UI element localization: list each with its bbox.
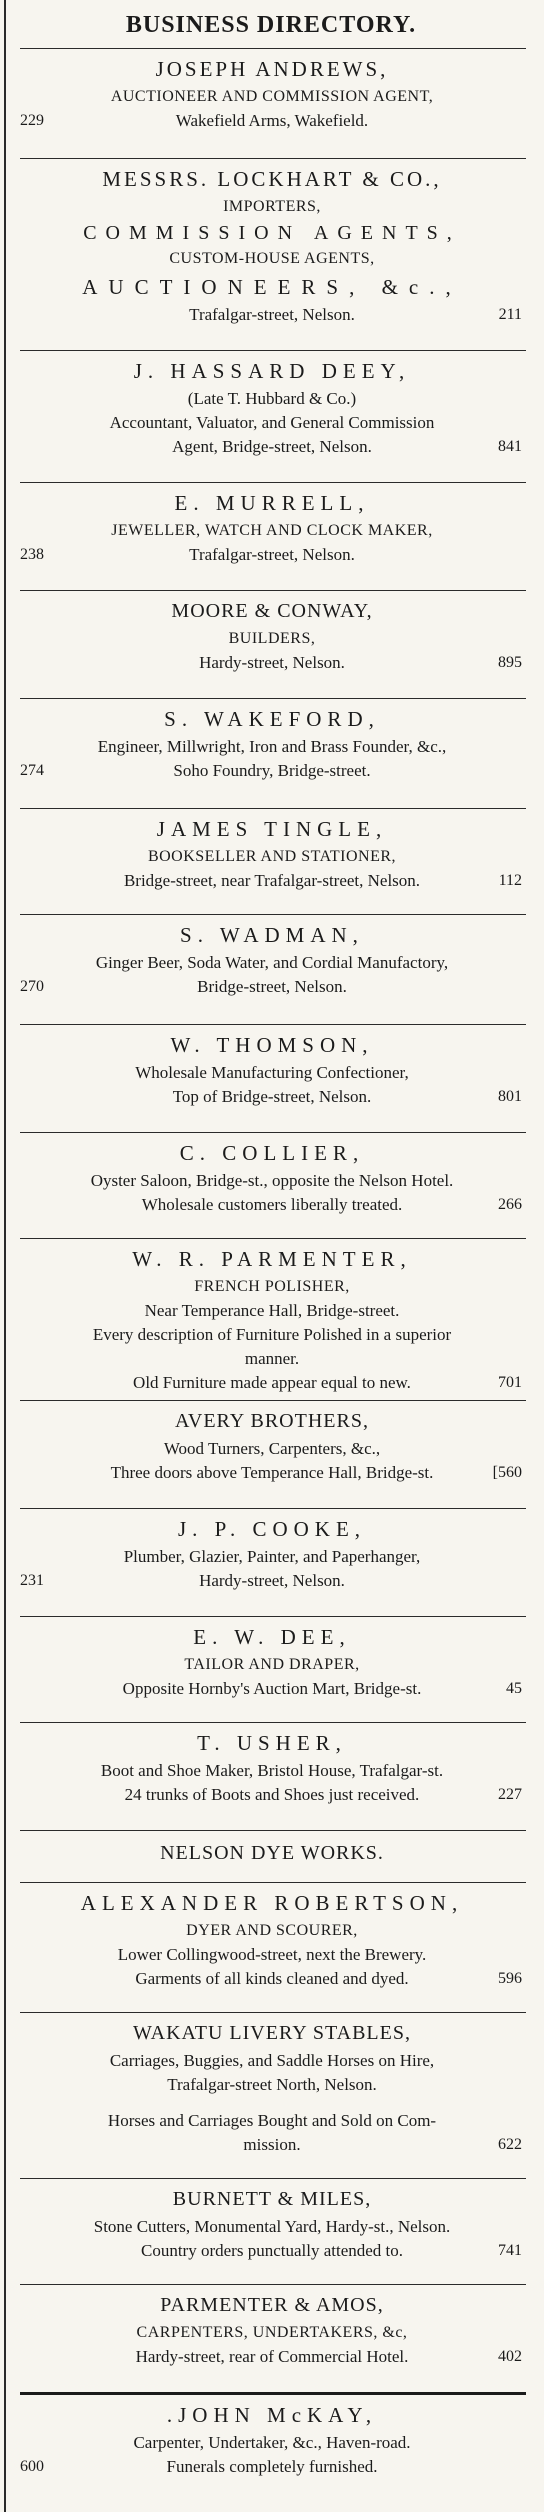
entry-line: Trafalgar-street North, Nelson. [167,2075,377,2094]
entry-line: COMMISSION AGENTS, [83,222,461,244]
rule [20,1882,526,1883]
entry-name: MOORE & CONWAY, [171,600,373,622]
rule [20,914,526,915]
rule [20,2284,526,2285]
entry-number: 231 [20,1572,44,1589]
rule [20,1024,526,1025]
entry-collier [16,1138,528,1217]
rule [20,1238,526,1239]
entry-line: Country orders punctually attended to. 741 [16,2239,528,2263]
rule [20,1132,526,1133]
entry-line: Oyster Saloon, Bridge-st., opposite the Nelson Hotel. [90,1171,454,1190]
entry-line: Every description of Furniture Polished in a superior [92,1325,452,1344]
rule [20,2178,526,2179]
entry-line: Carriages, Buggies, and Saddle Horses on Hire, [109,2051,435,2070]
entry-line: IMPORTERS, [223,198,321,215]
entry-name: S. WADMAN, [180,923,364,947]
entry-number: 801 [498,1088,522,1105]
entry-number: 622 [498,2136,522,2153]
entry-lockhart [16,164,528,327]
entry-name: WAKATU LIVERY STABLES, [133,2022,411,2044]
entry-line: DYER AND SCOURER, [186,1922,358,1939]
entry-name: NELSON DYE WORKS. [160,1842,384,1864]
entry-line: JEWELLER, WATCH AND CLOCK MAKER, [111,522,433,539]
entry-name: J. HASSARD DEEY, [133,359,411,383]
entry-line: AUCTIONEERS, &c., [82,275,462,299]
entry-line: Old Furniture made appear equal to new. 701 [16,1371,528,1395]
entry-line: BOOKSELLER AND STATIONER, [147,848,397,865]
entry-wakatu-livery-stables [16,2018,528,2157]
rule [20,1400,526,1401]
entry-line: AUCTIONEER AND COMMISSION AGENT, [110,88,434,105]
rule [20,590,526,591]
entry-line: (Late T. Hubbard & Co.) [187,389,357,408]
entry-number: 600 [20,2458,44,2475]
entry-wadman [16,920,528,999]
entry-avery-brothers [16,1406,528,1485]
rule [20,1616,526,1617]
entry-name: JOSEPH ANDREWS, [155,57,389,81]
entry-line: Hardy-street, Nelson. 895 [16,651,528,675]
entry-number: [560 [492,1464,522,1481]
entry-line: Engineer, Millwright, Iron and Brass Founder, &c., [97,737,447,756]
entry-thomson [16,1030,528,1109]
rule [20,1722,526,1723]
entry-name: PARMENTER & AMOS, [160,2294,384,2316]
entry-line: CARPENTERS, UNDERTAKERS, &c, [136,2324,408,2341]
entry-number: 402 [498,2348,522,2365]
entry-line: Wakefield Arms, Wakefield. 229 [16,109,528,133]
entry-line: Bridge-street, Nelson. 270 [16,975,528,999]
rule [20,698,526,699]
rule [20,2012,526,2013]
entry-line: Ginger Beer, Soda Water, and Cordial Manufactory, [95,953,449,972]
entry-number: 274 [20,762,44,779]
rule [20,808,526,809]
entry-parmenter [16,1244,528,1395]
entry-name: C. COLLIER, [179,1141,365,1165]
entry-spacer [16,2097,528,2109]
directory-heading: BUSINESS DIRECTORY. [125,12,417,38]
entry-line: Opposite Hornby's Auction Mart, Bridge-st. 45 [16,1677,528,1701]
entry-name: ALEXANDER ROBERTSON, [80,1891,464,1915]
entry-number: 45 [506,1680,522,1697]
entry-ew-dee [16,1622,528,1701]
entry-number: 227 [498,1786,522,1803]
entry-line: Soho Foundry, Bridge-street. 274 [16,759,528,783]
entry-number: 211 [498,306,522,323]
entry-line: Accountant, Valuator, and General Commission [109,413,435,432]
rule [20,350,526,351]
entry-wakeford [16,704,528,783]
entry-line: Three doors above Temperance Hall, Bridge-st. [560 [16,1461,528,1485]
entry-line: Wholesale customers liberally treated. 266 [16,1193,528,1217]
entry-number: 895 [498,654,522,671]
entry-line: Garments of all kinds cleaned and dyed. 596 [16,1967,528,1991]
entry-name: MESSRS. LOCKHART & CO., [102,167,442,191]
entry-line: Plumber, Glazier, Painter, and Paperhanger, [123,1547,421,1566]
entry-line: FRENCH POLISHER, [194,1278,350,1295]
entry-number: 741 [498,2242,522,2259]
entry-number: 596 [498,1970,522,1987]
entry-name: W. R. PARMENTER, [132,1247,412,1271]
entry-line: Boot and Shoe Maker, Bristol House, Trafalgar-st. [100,1761,444,1780]
entry-murrell [16,488,528,567]
entry-line: Hardy-street, rear of Commercial Hotel. 402 [16,2345,528,2369]
entry-parmenter-amos [16,2290,528,2369]
entry-number: 841 [498,438,522,455]
entry-number: 229 [20,112,44,129]
entry-number: 112 [498,872,522,889]
entry-line: Horses and Carriages Bought and Sold on Com- [107,2111,437,2130]
entry-name: .JOHN McKAY, [166,2403,378,2427]
entry-nelson-dye-works [16,1838,528,1869]
entry-number: 270 [20,978,44,995]
entry-line: Carpenter, Undertaker, &c., Haven-road. [133,2433,411,2452]
entry-line: mission. 622 [16,2133,528,2157]
entry-line: Wholesale Manufacturing Confectioner, [135,1063,409,1082]
entry-line: Hardy-street, Nelson. 231 [16,1569,528,1593]
entry-moore-conway [16,596,528,675]
entry-line: Stone Cutters, Monumental Yard, Hardy-st., Nelson. [93,2217,451,2236]
entry-line: Funerals completely furnished. 600 [16,2455,528,2479]
rule [20,1508,526,1509]
entry-line: Wood Turners, Carpenters, &c., [163,1439,381,1458]
entry-james-tingle [16,814,528,893]
entry-line: 24 trunks of Boots and Shoes just received. 227 [16,1783,528,1807]
entry-joseph-andrews [16,54,528,133]
entry-line: manner. [244,1349,300,1368]
entry-usher [16,1728,528,1807]
entry-john-mckay [16,2400,528,2479]
entry-cooke [16,1514,528,1593]
entry-line: Lower Collingwood-street, next the Brewery. [117,1945,427,1964]
entry-line: Top of Bridge-street, Nelson. 801 [16,1085,528,1109]
entry-alexander-robertson [16,1888,528,1991]
rule [20,482,526,483]
entry-hassard-deey [16,356,528,459]
entry-line: CUSTOM-HOUSE AGENTS, [169,250,375,267]
entry-number: 238 [20,546,44,563]
entry-line: TAILOR AND DRAPER, [184,1656,360,1673]
rule [20,48,526,49]
entry-number: 701 [498,1374,522,1391]
entry-name: W. THOMSON, [170,1033,374,1057]
rule [20,158,526,159]
entry-name: JAMES TINGLE, [156,817,388,841]
entry-line: Trafalgar-street, Nelson. 238 [16,543,528,567]
entry-line: BUILDERS, [228,630,316,647]
entry-line: Near Temperance Hall, Bridge-street. [144,1301,400,1320]
rule-thick [20,2392,526,2395]
entry-name: E. MURRELL, [174,491,370,515]
entry-line: Agent, Bridge-street, Nelson. 841 [16,435,528,459]
entry-burnett-miles [16,2184,528,2263]
entry-line: Trafalgar-street, Nelson. 211 [16,303,528,327]
entry-name: S. WAKEFORD, [164,707,380,731]
entry-name: T. USHER, [197,1731,347,1755]
rule [20,1830,526,1831]
directory-page [4,0,536,2512]
entry-name: BURNETT & MILES, [172,2188,372,2210]
entry-name: J. P. COOKE, [177,1517,367,1541]
entry-number: 266 [498,1196,522,1213]
entry-name: AVERY BROTHERS, [175,1410,369,1432]
entry-name: E. W. DEE, [193,1625,351,1649]
entry-line: Bridge-street, near Trafalgar-street, Nelson. 112 [16,869,528,893]
